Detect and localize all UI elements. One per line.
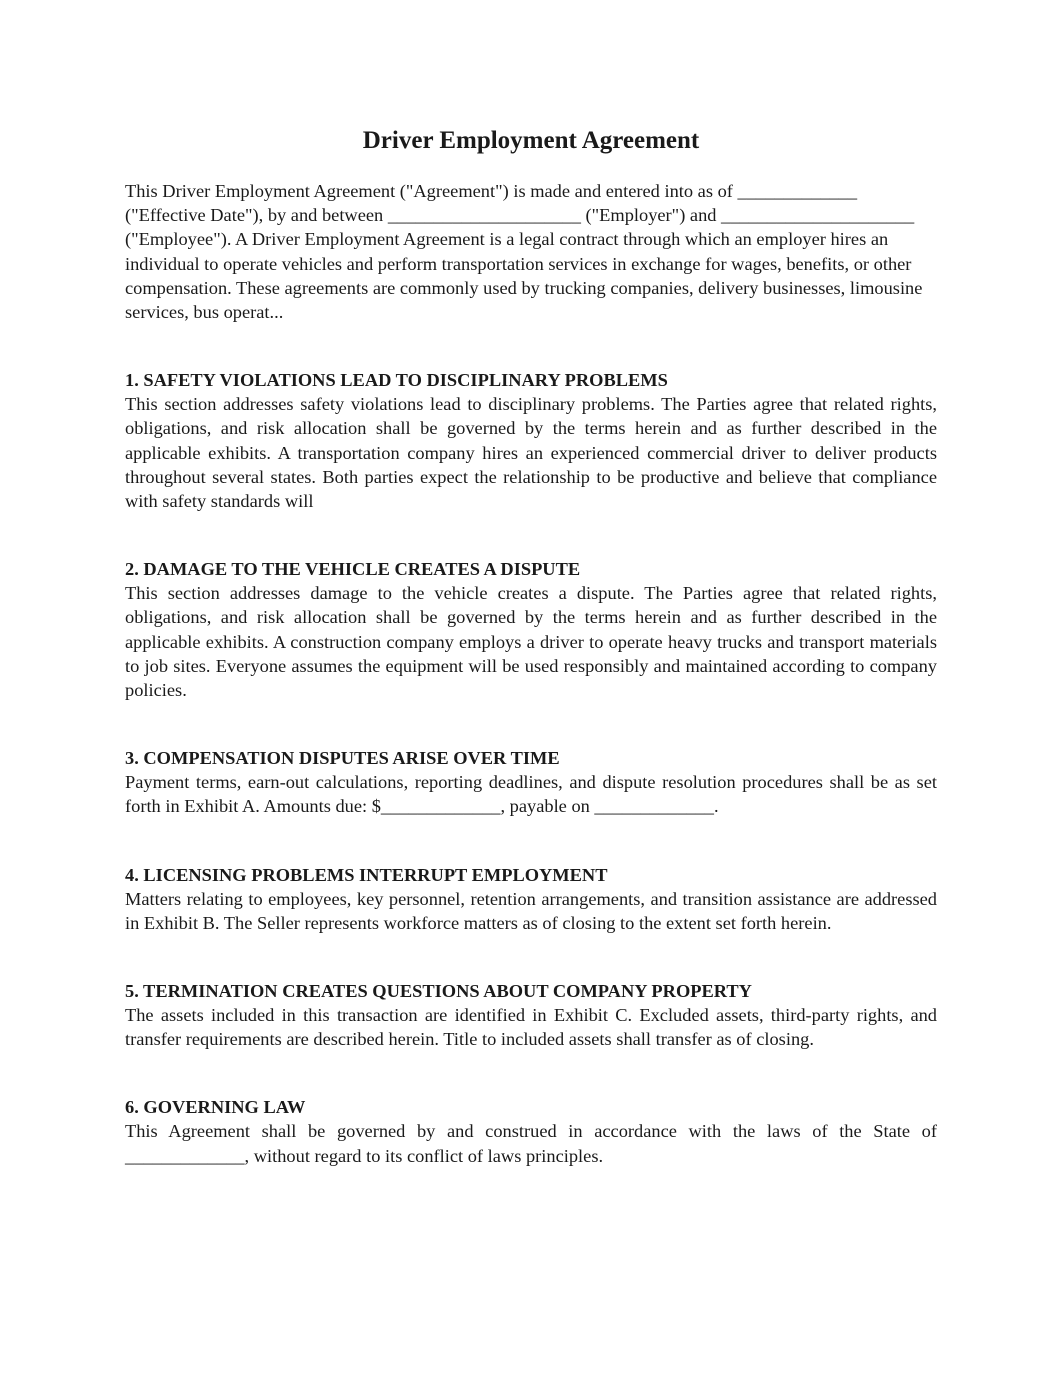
section-governing-law <box>125 1095 937 1167</box>
section-vehicle-damage <box>125 557 937 702</box>
intro-paragraph: This Driver Employment Agreement ("Agreement") is made and entered into as of _____________ ("Effective Date"), by and between _____________________ ("Employer") and _____________________ ("Employee"). A Driver Employment Agreement is a legal contract through which an employer hires an individual to operate vehicles and perform transportation services in exchange for wages, benefits, or other compensation. These agreements are commonly used by trucking companies, delivery businesses, limousine services, bus operat... <box>125 181 923 323</box>
section-heading: 1. SAFETY VIOLATIONS LEAD TO DISCIPLINARY PROBLEMS <box>125 370 668 391</box>
section-body: Payment terms, earn-out calculations, reporting deadlines, and dispute resolution procedures shall be as set forth in Exhibit A. Amounts due: $_____________, payable on _____________. <box>125 772 937 817</box>
section-safety-violations <box>125 368 937 513</box>
section-heading: 2. DAMAGE TO THE VEHICLE CREATES A DISPUTE <box>125 559 581 580</box>
section-body: This section addresses safety violations lead to disciplinary problems. The Parties agree that related rights, obligations, and risk allocation shall be governed by the terms herein and as further described in the applicable exhibits. A transportation company hires an experienced commercial driver to deliver products throughout several states. Both parties expect the relationship to be productive and believe that compliance with safety standards will <box>125 394 937 512</box>
section-body: Matters relating to employees, key personnel, retention arrangements, and transition assistance are addressed in Exhibit B. The Seller represents workforce matters as of closing to the extent set forth herein. <box>125 888 937 933</box>
section-compensation-disputes <box>125 746 937 818</box>
section-heading: 6. GOVERNING LAW <box>125 1097 306 1118</box>
document-title: Driver Employment Agreement <box>362 127 700 154</box>
section-body: The assets included in this transaction are identified in Exhibit C. Excluded assets, third-party rights, and transfer requirements are described herein. Title to included assets shall transfer as of closing. <box>125 1005 937 1050</box>
document-content <box>125 124 937 1168</box>
section-heading: 3. COMPENSATION DISPUTES ARISE OVER TIME <box>125 748 560 769</box>
section-termination-property <box>125 979 937 1051</box>
section-licensing-problems <box>125 863 937 935</box>
section-body: This section addresses damage to the vehicle creates a dispute. The Parties agree that related rights, obligations, and risk allocation shall be governed by the terms herein and as further described in the applicable exhibits. A construction company employs a driver to operate heavy trucks and transport materials to job sites. Everyone assumes the equipment will be used responsibly and maintained according to company policies. <box>125 583 937 701</box>
section-heading: 4. LICENSING PROBLEMS INTERRUPT EMPLOYMENT <box>125 864 608 885</box>
section-body: This Agreement shall be governed by and construed in accordance with the laws of the State of _____________, without regard to its conflict of laws principles. <box>125 1121 937 1166</box>
section-heading: 5. TERMINATION CREATES QUESTIONS ABOUT COMPANY PROPERTY <box>125 981 752 1002</box>
